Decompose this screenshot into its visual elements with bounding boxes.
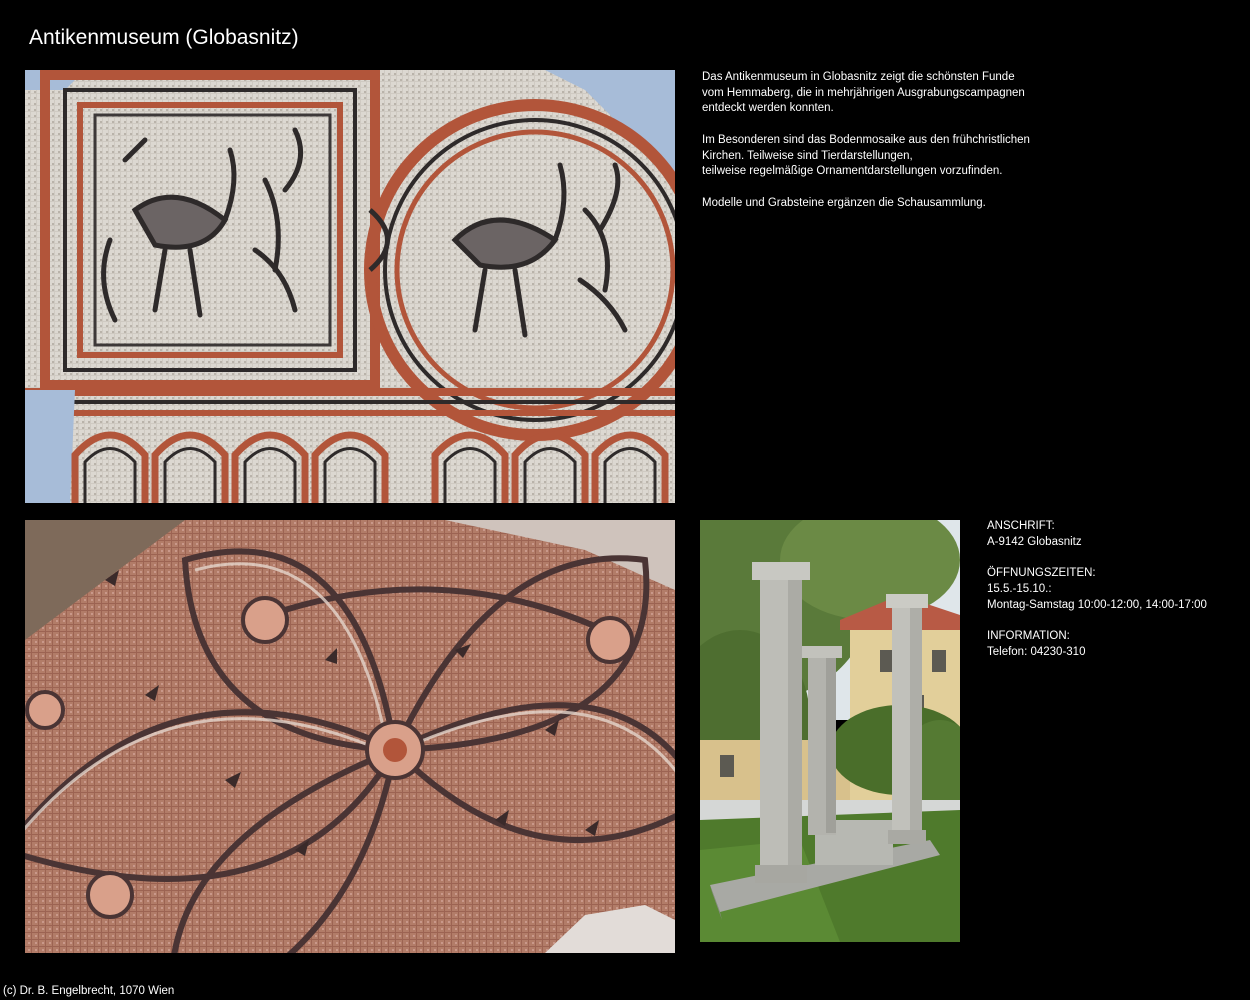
description-paragraph xyxy=(702,196,1062,212)
hours-season: 15.5.-15.10.: xyxy=(987,582,1052,595)
description-line: Modelle und Grabsteine ergänzen die Schausammlung. xyxy=(702,196,986,209)
information-block xyxy=(987,629,1237,660)
hours-label: ÖFFNUNGSZEITEN: xyxy=(987,567,1096,580)
description-line: vom Hemmaberg, die in mehrjährigen Ausgrabungscampagnen xyxy=(702,86,1025,99)
mosaic-birds-photo xyxy=(25,70,675,503)
description-line: Im Besonderen sind das Bodenmosaike aus den frühchristlichen xyxy=(702,133,1030,146)
description-paragraph xyxy=(702,133,1062,180)
roman-columns-photo xyxy=(700,520,960,942)
information-label: INFORMATION: xyxy=(987,629,1070,642)
mosaic-ornament-photo xyxy=(25,520,675,953)
opening-hours-block xyxy=(987,566,1237,613)
hours-times: Montag-Samstag 10:00-12:00, 14:00-17:00 xyxy=(987,598,1207,611)
description-paragraph xyxy=(702,70,1062,117)
description-line: Kirchen. Teilweise sind Tierdarstellungen, xyxy=(702,149,913,162)
museum-description xyxy=(702,70,1062,227)
museum-info xyxy=(987,519,1237,676)
copyright-footer: (c) Dr. B. Engelbrecht, 1070 Wien xyxy=(3,985,175,997)
phone-number: Telefon: 04230-310 xyxy=(987,645,1086,658)
address-label: ANSCHRIFT: xyxy=(987,520,1055,532)
page-title: Antikenmuseum (Globasnitz) xyxy=(29,26,299,49)
description-line: Das Antikenmuseum in Globasnitz zeigt die schönsten Funde xyxy=(702,71,1015,83)
address-block xyxy=(987,519,1237,550)
address-value: A-9142 Globasnitz xyxy=(987,535,1082,548)
description-line: teilweise regelmäßige Ornamentdarstellungen vorzufinden. xyxy=(702,165,1003,178)
description-line: entdeckt werden konnten. xyxy=(702,102,834,115)
